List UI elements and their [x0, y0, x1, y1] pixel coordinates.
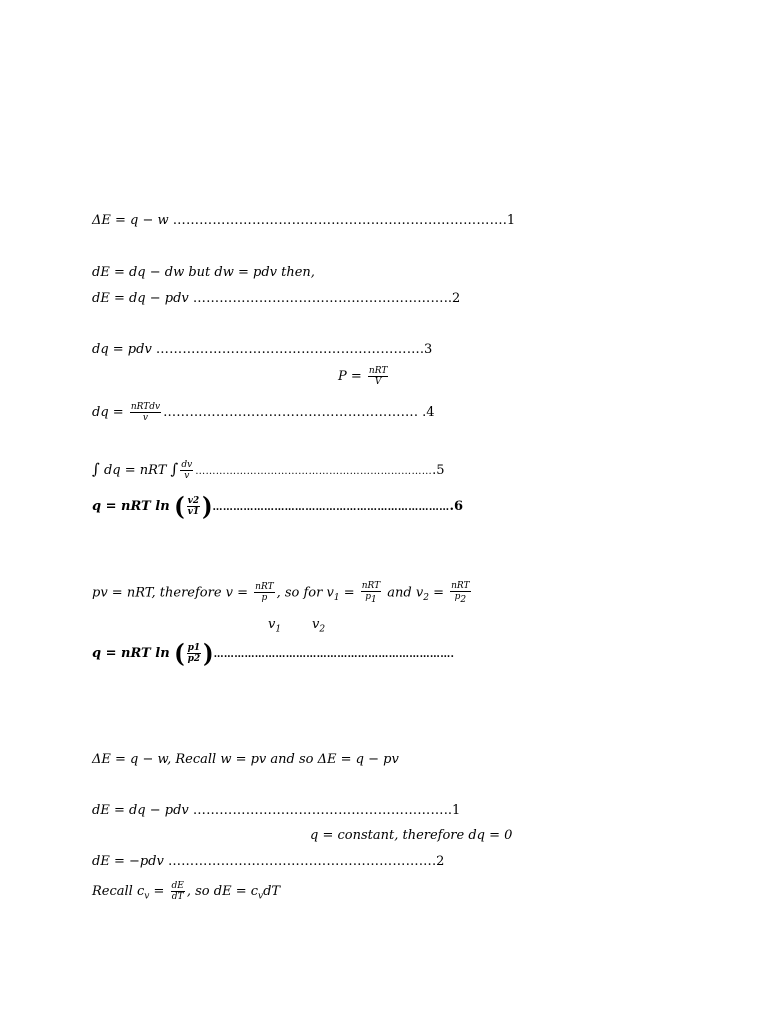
fraction: $\frac{p1}{p2}$ — [187, 643, 201, 664]
fraction: $\frac{\text{nRT}}{p}$ — [255, 582, 274, 604]
integral-icon: ∫ — [170, 460, 179, 478]
equation-7: ∫ dq = nRT ∫ $\frac{dv}{v}$ …………………………………………………………….5 — [92, 460, 445, 481]
fraction: $\frac{\text{nRT}}{p_1}$ — [361, 581, 381, 605]
integral-icon: ∫ — [92, 460, 100, 478]
equation-14: q = constant, therefore dq = 0 — [310, 828, 513, 843]
left-paren: ( — [174, 638, 185, 669]
equation-9: pv = nRT, therefore v = $\frac{\text{nRT}}{p}$ , so for $v_1$ = $\frac{\text{nRT}}{p_1}$ and $v_2$ = $\frac{\text{nRT}}{p_2}$ — [92, 581, 470, 605]
equation-12: ΔE = q − w, Recall w = pv and so ΔE = q − pv — [92, 752, 399, 767]
fraction: $\frac{\text{nRT}}{V}$ — [368, 366, 388, 387]
equation-10-v2: $v_2$ — [312, 617, 326, 635]
equation-15: dE = −pdv …………………………………………………….2 — [92, 854, 445, 869]
equation-1: ΔE = q − w ………………………………………………………………….1 — [92, 213, 516, 228]
left-paren: ( — [174, 491, 185, 522]
right-paren: ) — [202, 491, 213, 522]
equation-16: Recall $c_v$ = $\frac{dE}{dT}$ , so dE = $c_vdT$ — [92, 881, 281, 902]
fraction: $\frac{dv}{v}$ — [181, 460, 193, 481]
equation-8: q = nRT ln ( $\frac{v2}{v1}$ )…………………………………………………………….6 — [92, 491, 464, 522]
equation-2: dE = dq − dw but dw = pdv then, — [92, 265, 315, 280]
equation-10-v1: $v_1$ — [268, 617, 282, 635]
fraction: $\frac{\text{nRT}}{p_2}$ — [451, 581, 470, 605]
fraction: $\frac{\text{nRTdv}}{v}$ — [130, 402, 161, 423]
equation-13: dE = dq − pdv …………………………………………………..1 — [92, 803, 461, 818]
equation-4: dq = pdv …………………………………………………….3 — [92, 342, 433, 357]
fraction: $\frac{dE}{dT}$ — [171, 881, 184, 902]
equation-3: dE = dq − pdv …………………………………………………..2 — [92, 291, 461, 306]
equation-11: q = nRT ln ( $\frac{p1}{p2}$ )……………………………………………………………. — [92, 638, 455, 669]
right-paren: ) — [203, 638, 214, 669]
fraction: $\frac{v2}{v1}$ — [187, 496, 200, 517]
equation-6: dq = $\frac{\text{nRTdv}}{v}$ …………………………………………………. .4 — [92, 402, 435, 423]
equation-5: P = $\frac{\text{nRT}}{V}$ — [338, 366, 388, 387]
